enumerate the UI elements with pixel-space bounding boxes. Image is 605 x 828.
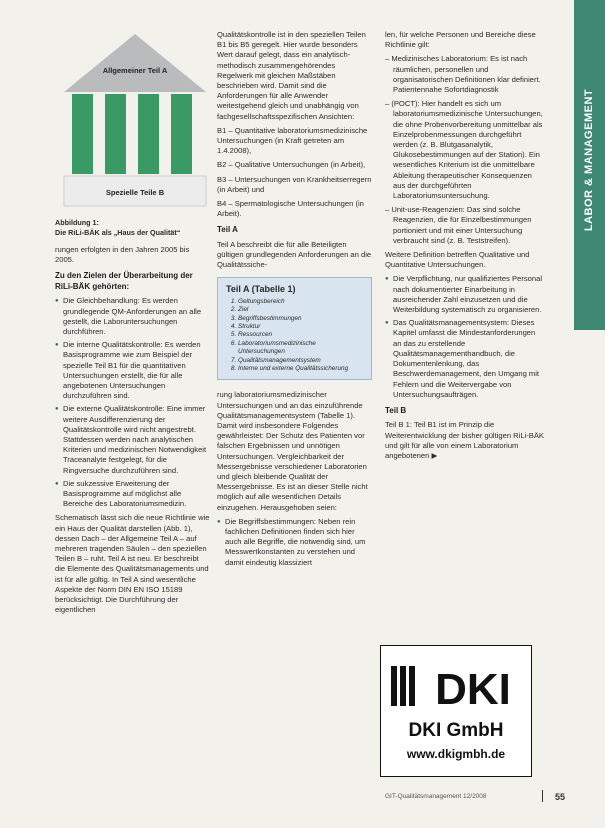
list-item: ● Das Qualitätsmanagementsystem: Dieses Kapitel umfasst die Mindestanforderungen an das zu erstellende Qualitätsmanagementhandbuch, die Dokumentenlenkung, das Beschwerdemanagement, den Umgang mit Fehlern und die Weitervergabe von Untersuchungsaufträgen. — [385, 318, 545, 400]
roof-label: Allgemeiner Teil A — [102, 66, 168, 75]
body-paragraph: Qualitätskontrolle ist in den speziellen Teilen B1 bis B5 geregelt. Hier wurde besonders Wert darauf gelegt, dass ein analytisch-methodisch zusammengehörendes Regelwerk mit gleichen Maßstäben beschrieben wird. Damit sind die Anforderungen für alle Anwender weitestgehend gleich und unabhängig von fachgesellschaftsspezifischen Ansichten: — [217, 30, 366, 121]
list-item: ● Die externe Qualitätskontrolle: Eine immer weitere Ausdifferenzierung der Qualitätskontrolle wird nicht angestrebt. Stattdessen werden nach analytischen Kriterien und medizinischen Notwendigkeit Traceanalyte festgelegt, für die Ringversuche durchzuführen sind. — [55, 404, 210, 475]
box-item: 7. Qualitätsmanagementsystem — [238, 357, 363, 365]
journal-name: GIT-Qualitätsmanagement 12/2008 — [385, 793, 487, 800]
box-list — [226, 298, 363, 374]
box-item: 2. Ziel — [238, 306, 363, 314]
dki-logo-graphic — [381, 646, 531, 776]
roof-shape — [64, 34, 206, 92]
box-item: 1. Geltungsbereich — [238, 298, 363, 306]
dki-logo-text: DKI — [435, 665, 511, 714]
section-heading: Zu den Zielen der Überarbeitung der RiLi-BÄK gehörten: — [55, 271, 193, 291]
list-item: B3 – Untersuchungen von Krankheitserregern (in Arbeit) und — [217, 174, 372, 194]
box-item: 4. Struktur — [238, 323, 363, 331]
list-item: ● Die Begriffsbestimmungen: Neben rein fachlichen Definitionen finden sich hier auch alle Begriffe, die notwendig sind, um Messwertkonstanten zu verstehen und damit eindeutig klassiziert — [217, 517, 372, 568]
house-of-quality-figure — [60, 30, 210, 210]
table-1-box — [217, 277, 372, 381]
pillar — [171, 94, 192, 174]
body-paragraph: Teil A beschreibt die für alle Beteiligten gültigen grundlegenden Anforderungen an die Qualitätssiche- — [217, 239, 372, 270]
footer-divider — [542, 790, 543, 802]
section-heading: Teil B — [385, 405, 407, 415]
pillar — [72, 94, 93, 174]
caption-title: Abbildung 1: — [55, 218, 99, 227]
list-item: B2 – Qualitative Untersuchungen (in Arbeit), — [217, 160, 366, 170]
company-url[interactable]: www.dkigmbh.de — [406, 747, 506, 761]
pillar — [105, 94, 126, 174]
logo-bar-icon — [409, 666, 415, 706]
body-paragraph: len, für welche Personen und Bereiche diese Richtlinie gilt: — [385, 30, 536, 50]
column-2 — [217, 30, 372, 572]
base-label: Spezielle Teile B — [105, 188, 165, 197]
house-diagram — [60, 30, 210, 210]
pillar — [138, 94, 159, 174]
box-item: 8. Interne und externe Qualitätssicherung — [238, 365, 363, 373]
list-item: B4 – Spermatologische Untersuchungen (in Arbeit). — [217, 199, 364, 219]
logo-bar-icon — [400, 666, 406, 706]
body-paragraph: Weitere Definition betreffen Qualitative und Quantitative Untersuchungen. — [385, 250, 530, 270]
bullet-list — [217, 517, 372, 568]
page-number: 55 — [554, 792, 565, 802]
list-item: ● Die interne Qualitätskontrolle: Es werden Basisprogramme wie zum Beispiel der spezielle Teil B1 für die quantitativen Untersuchungen erstellt, die für alle angebotenen Untersuchungen durchzuführen sind. — [55, 340, 210, 401]
body-paragraph: Schematisch lässt sich die neue Richtlinie wie ein Haus der Qualität darstellen (Abb. 1), dessen Dach – der Allgemeine Teil A – auf mehreren tragenden Säulen – den speziellen Teilen B – ruht. Teil A ist neu. Er beschreibt die Elemente des Qualitätsmanagements und ist für alle gültig. In Teil A sind wesentliche Aspekte der Norm DIN EN ISO 15189 berücksichtigt. Die Durchführung der eigentlichen — [55, 513, 210, 615]
box-item: 5. Ressourcen — [238, 331, 363, 339]
list-item: B1 – Quantitative laboratoriumsmedizinische Untersuchungen (in Kraft getreten am 1.4.2008), — [217, 125, 368, 156]
box-title: Teil A (Tabelle 1) — [226, 283, 296, 294]
box-item: 3. Begriffsbestimmungen — [238, 315, 363, 323]
caption-text: Die RiLi-BÄK als „Haus der Qualität“ — [55, 227, 181, 237]
definition-item: – Medizinisches Laboratorium: Es ist nach räumlichen, personellen und organisatorischen Definitionen klar definiert. Patientennahe Sofortdiagnostik — [385, 54, 541, 95]
dki-advertisement — [380, 645, 532, 777]
goals-list — [55, 296, 210, 509]
column-3 — [385, 30, 545, 465]
body-paragraph: Teil B 1: Teil B1 ist im Prinzip die Weiterentwicklung der bisher gültigen RiLi-BÄK und gilt für alle von einem Laboratorium angebotenen ▶ — [385, 420, 544, 461]
page-footer — [385, 793, 565, 800]
list-item: ● Die sukzessive Erweiterung der Basisprogramme auf möglichst alle Bereiche des Laboratoriumsmedizin. — [55, 479, 210, 510]
logo-bar-icon — [391, 666, 397, 706]
body-paragraph: rung laboratoriumsmedizinischer Untersuchungen und an das einzuführende Qualitätsmanagementsystem (Tabelle 1). Damit wird insbesondere Folgendes gewährleistet: Der Schutz des Patienten vor falschen Ergebnissen und unnötigen Untersuchungen. Vergleichbarkeit der Messergebnisse verschiedener Laboratorien und gleich bleibende Qualität der Messergebnisse. Es ist an dieser Stelle nicht möglich auf alle wesentlichen Details einzugehen. Herausgehoben seien: — [217, 390, 368, 512]
column-1 — [55, 218, 210, 620]
section-label: LABOR & MANAGEMENT — [583, 88, 595, 232]
definition-item: – (POCT): Hier handelt es sich um laboratoriumsmedizinische Untersuchungen, die ohne Probenvorbereitung unmittelbar als Einzelprobenmessungen durchgeführt werden (z. B. Blutgasanalytik, Glukosebestimmungen auf der Station). Ein wesentliches Kriterium ist die unmittelbare Ableitung therapeutischer Konsequenzen aus der durchgeführten Laboratoriumsuntersuchung. — [385, 99, 543, 201]
definition-item: – Unit-use-Reagenzien: Das sind solche Reagenzien, die für Einzelbestimmungen portioniert und mit einer Untersuchung verbraucht sind (z. B. Teststreifen). — [385, 205, 532, 245]
section-heading: Teil A — [217, 225, 238, 235]
company-name: DKI GmbH — [408, 720, 504, 741]
list-item: ● Die Gleichbehandlung: Es werden grundlegende QM-Anforderungen an alle gestellt, die Laboruntersuchungen durchführen. — [55, 296, 210, 337]
list-item: ● Die Verpflichtung, nur qualifiziertes Personal nach dokumentierter Einarbeitung in ausreichender Zahl einzusetzen und die Weiterbildung systematisch zu organisieren. — [385, 274, 545, 315]
bullet-list — [385, 274, 545, 399]
intro-text: rungen erfolgten in den Jahren 2005 bis 2005. — [55, 245, 190, 265]
figure-caption — [55, 218, 210, 237]
box-item: 6. Laboratoriumsmedizinische Untersuchungen — [238, 340, 363, 357]
